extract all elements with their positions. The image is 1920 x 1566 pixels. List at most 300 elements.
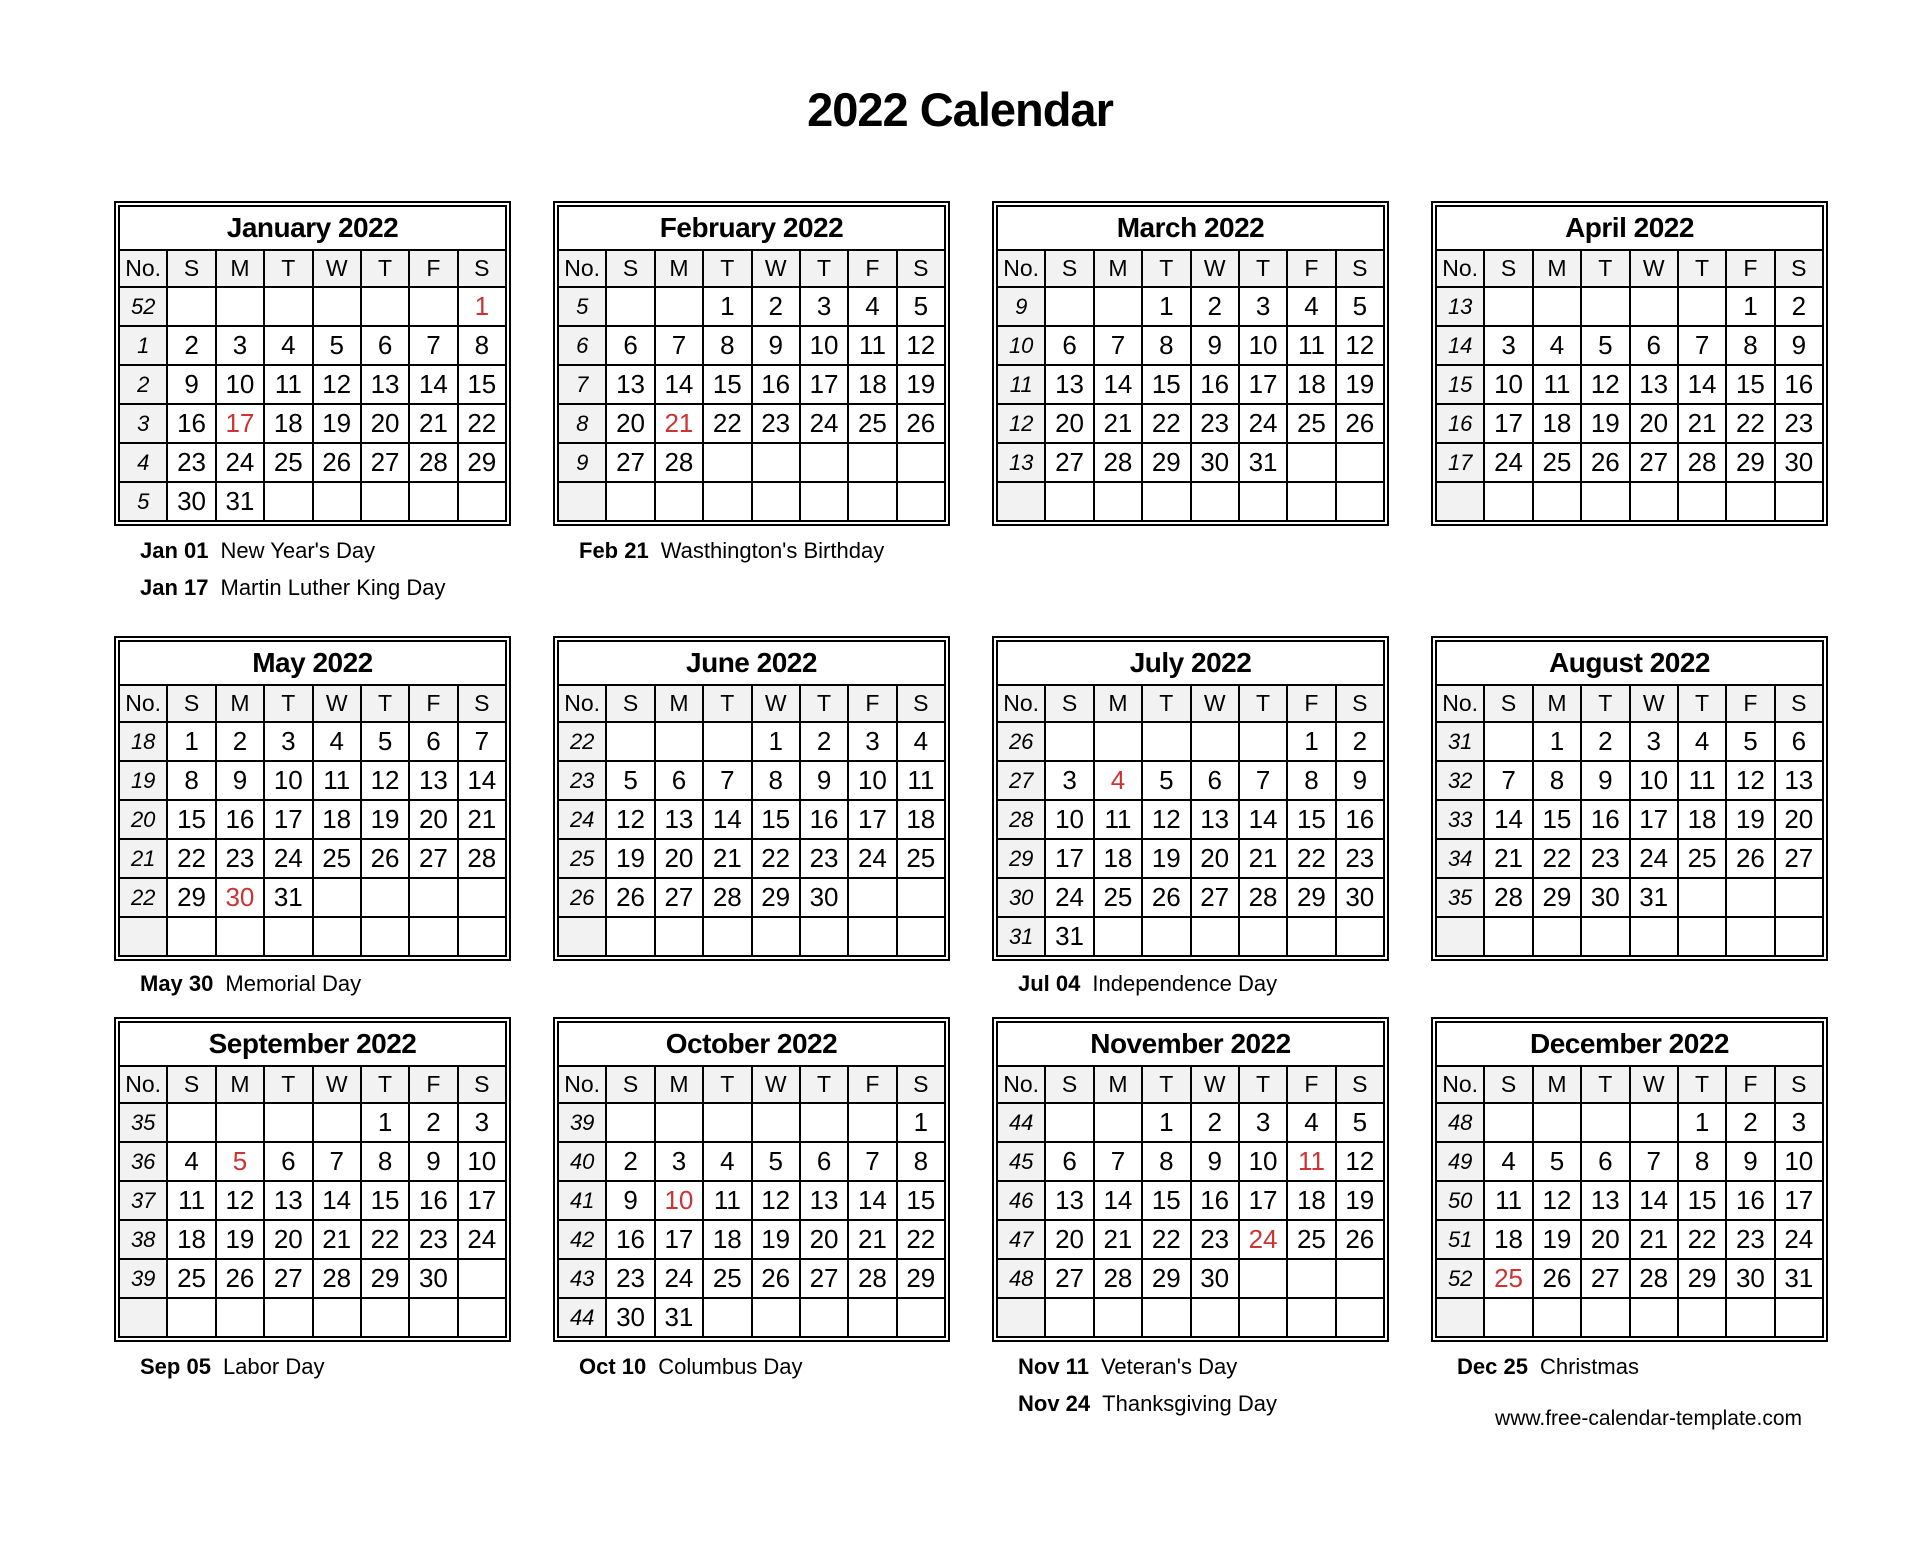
week-number: 5 (558, 287, 606, 326)
day-cell: 20 (1191, 839, 1239, 878)
day-cell (409, 482, 457, 521)
week-number: 22 (558, 722, 606, 761)
day-cell: 22 (1142, 404, 1190, 443)
weekday-header: S (1484, 1066, 1532, 1103)
day-cell (313, 878, 361, 917)
holiday-date: Nov 24 (1018, 1391, 1091, 1416)
day-cell: 5 (606, 761, 654, 800)
holiday-name: Christmas (1539, 1354, 1639, 1379)
day-cell: 1 (1287, 722, 1335, 761)
weekday-header: S (606, 1066, 654, 1103)
day-cell: 10 (264, 761, 312, 800)
weekday-header: T (1581, 685, 1629, 722)
day-cell: 1 (1142, 287, 1190, 326)
day-cell: 23 (1726, 1220, 1774, 1259)
day-cell: 30 (606, 1298, 654, 1337)
day-cell: 29 (1533, 878, 1581, 917)
day-cell: 30 (1726, 1259, 1774, 1298)
day-cell: 4 (1287, 1103, 1335, 1142)
day-cell: 5 (1581, 326, 1629, 365)
day-cell: 12 (216, 1181, 264, 1220)
day-cell: 9 (606, 1181, 654, 1220)
day-cell (361, 287, 409, 326)
day-cell: 23 (800, 839, 848, 878)
weekday-header: S (1484, 250, 1532, 287)
week-number (997, 1298, 1045, 1337)
day-cell: 5 (1726, 722, 1774, 761)
weekday-header: W (1191, 1066, 1239, 1103)
holiday-date: May 30 (140, 971, 214, 996)
day-cell: 20 (1045, 404, 1093, 443)
day-cell (1094, 917, 1142, 956)
day-cell: 26 (361, 839, 409, 878)
day-cell: 21 (1094, 404, 1142, 443)
week-number (558, 917, 606, 956)
day-cell: 6 (606, 326, 654, 365)
day-cell (409, 287, 457, 326)
day-cell: 24 (1630, 839, 1678, 878)
day-cell: 26 (313, 443, 361, 482)
day-cell: 27 (655, 878, 703, 917)
week-number: 48 (1436, 1103, 1484, 1142)
day-cell: 10 (458, 1142, 506, 1181)
day-cell: 27 (1045, 443, 1093, 482)
day-cell: 28 (1094, 1259, 1142, 1298)
day-cell: 15 (167, 800, 215, 839)
day-cell: 13 (361, 365, 409, 404)
holiday-name: Labor Day (222, 1354, 325, 1379)
weekday-header: M (1533, 250, 1581, 287)
day-cell: 9 (1581, 761, 1629, 800)
day-cell (897, 443, 945, 482)
day-cell: 18 (1678, 800, 1726, 839)
day-cell (1726, 878, 1774, 917)
month-row-3 (114, 1017, 1828, 1342)
weekday-header: T (361, 1066, 409, 1103)
month-card-october (553, 1017, 950, 1342)
month-table-march (996, 205, 1385, 522)
week-number: 2 (119, 365, 167, 404)
day-cell (1678, 482, 1726, 521)
day-cell: 24 (1775, 1220, 1823, 1259)
day-cell (1630, 1103, 1678, 1142)
weekday-header: W (752, 250, 800, 287)
day-cell: 3 (1775, 1103, 1823, 1142)
day-cell (409, 878, 457, 917)
day-cell: 12 (897, 326, 945, 365)
weekday-header: S (1775, 1066, 1823, 1103)
day-cell: 23 (1191, 1220, 1239, 1259)
day-cell: 25 (313, 839, 361, 878)
month-table-may (118, 640, 507, 957)
holiday-day-cell: 17 (216, 404, 264, 443)
day-cell: 23 (1581, 839, 1629, 878)
weekday-header: F (409, 1066, 457, 1103)
month-title: December 2022 (1436, 1022, 1823, 1066)
day-cell (458, 878, 506, 917)
day-cell: 17 (800, 365, 848, 404)
day-cell: 28 (458, 839, 506, 878)
weekday-header: W (1630, 250, 1678, 287)
day-cell: 6 (409, 722, 457, 761)
day-cell (1287, 917, 1335, 956)
day-cell: 14 (703, 800, 751, 839)
day-cell: 5 (1142, 761, 1190, 800)
week-number: 26 (997, 722, 1045, 761)
weekday-header: T (1142, 1066, 1190, 1103)
day-cell: 5 (361, 722, 409, 761)
week-number: 8 (558, 404, 606, 443)
weekday-header: T (1581, 250, 1629, 287)
weekday-header: F (1287, 685, 1335, 722)
day-cell: 17 (1775, 1181, 1823, 1220)
holiday-notes-november (992, 1348, 1389, 1422)
day-cell (1045, 1103, 1093, 1142)
day-cell (752, 917, 800, 956)
day-cell (1142, 1298, 1190, 1337)
day-cell: 8 (1287, 761, 1335, 800)
day-cell: 19 (897, 365, 945, 404)
day-cell (458, 482, 506, 521)
holiday-date: Oct 10 (579, 1354, 647, 1379)
day-cell (848, 482, 896, 521)
day-cell: 24 (1239, 404, 1287, 443)
day-cell: 10 (1484, 365, 1532, 404)
day-cell: 30 (1581, 878, 1629, 917)
week-number: 5 (119, 482, 167, 521)
weekday-header: S (897, 1066, 945, 1103)
day-cell (264, 482, 312, 521)
day-cell: 29 (361, 1259, 409, 1298)
weekday-header: S (1045, 1066, 1093, 1103)
holiday-date: Dec 25 (1457, 1354, 1528, 1379)
day-cell: 16 (1336, 800, 1384, 839)
day-cell: 16 (800, 800, 848, 839)
day-cell (703, 1298, 751, 1337)
holiday-day-cell: 11 (1287, 1142, 1335, 1181)
holiday-notes-october (553, 1348, 950, 1385)
day-cell: 3 (800, 287, 848, 326)
day-cell: 1 (752, 722, 800, 761)
day-cell: 2 (800, 722, 848, 761)
day-cell: 12 (1581, 365, 1629, 404)
day-cell: 24 (264, 839, 312, 878)
weekday-header: F (1287, 250, 1335, 287)
day-cell: 11 (1533, 365, 1581, 404)
month-table-april (1435, 205, 1824, 522)
day-cell: 17 (1239, 365, 1287, 404)
week-number: 52 (1436, 1259, 1484, 1298)
day-cell: 9 (1336, 761, 1384, 800)
day-cell (800, 443, 848, 482)
month-title: January 2022 (119, 206, 506, 250)
day-cell: 27 (1045, 1259, 1093, 1298)
day-cell (1336, 1298, 1384, 1337)
week-number: 47 (997, 1220, 1045, 1259)
holiday-note (114, 569, 511, 606)
day-cell: 3 (264, 722, 312, 761)
holiday-note (114, 1348, 511, 1385)
day-cell: 7 (1484, 761, 1532, 800)
weekday-header: W (1191, 685, 1239, 722)
day-cell (1336, 443, 1384, 482)
day-cell: 10 (216, 365, 264, 404)
holiday-day-cell: 5 (216, 1142, 264, 1181)
day-cell: 1 (897, 1103, 945, 1142)
holiday-name: Thanksgiving Day (1102, 1391, 1278, 1416)
day-cell (1336, 917, 1384, 956)
day-cell: 30 (1336, 878, 1384, 917)
weekday-header: T (1581, 1066, 1629, 1103)
day-cell: 12 (1336, 326, 1384, 365)
holiday-name: Memorial Day (225, 971, 362, 996)
day-cell (752, 1103, 800, 1142)
day-cell: 12 (606, 800, 654, 839)
day-cell: 1 (167, 722, 215, 761)
day-cell: 8 (703, 326, 751, 365)
month-card-july (992, 636, 1389, 961)
week-number-header: No. (119, 685, 167, 722)
day-cell (361, 917, 409, 956)
day-cell (606, 1103, 654, 1142)
day-cell: 7 (458, 722, 506, 761)
day-cell: 11 (1287, 326, 1335, 365)
weekday-header: F (848, 250, 896, 287)
month-card-february (553, 201, 950, 526)
day-cell (606, 722, 654, 761)
day-cell: 15 (1533, 800, 1581, 839)
day-cell: 15 (1726, 365, 1774, 404)
day-cell (1045, 1298, 1093, 1337)
day-cell: 11 (703, 1181, 751, 1220)
weekday-header: T (1678, 685, 1726, 722)
day-cell (313, 1298, 361, 1337)
month-title: October 2022 (558, 1022, 945, 1066)
day-cell: 9 (167, 365, 215, 404)
day-cell: 4 (264, 326, 312, 365)
day-cell (1142, 917, 1190, 956)
day-cell: 3 (458, 1103, 506, 1142)
holiday-note (1431, 1348, 1828, 1385)
day-cell: 29 (1678, 1259, 1726, 1298)
day-cell: 27 (361, 443, 409, 482)
day-cell: 22 (361, 1220, 409, 1259)
day-cell (264, 1298, 312, 1337)
day-cell: 29 (1726, 443, 1774, 482)
day-cell: 14 (1094, 1181, 1142, 1220)
day-cell: 21 (848, 1220, 896, 1259)
weekday-header: S (458, 685, 506, 722)
day-cell: 2 (216, 722, 264, 761)
holiday-note (114, 532, 511, 569)
weekday-header: S (167, 1066, 215, 1103)
day-cell: 16 (1581, 800, 1629, 839)
month-card-june (553, 636, 950, 961)
day-cell: 8 (167, 761, 215, 800)
day-cell: 16 (1191, 1181, 1239, 1220)
day-cell: 7 (655, 326, 703, 365)
week-number-header: No. (997, 685, 1045, 722)
day-cell: 16 (1726, 1181, 1774, 1220)
weekday-header: T (264, 685, 312, 722)
day-cell: 20 (361, 404, 409, 443)
weekday-header: T (264, 1066, 312, 1103)
day-cell (361, 1298, 409, 1337)
day-cell: 18 (1484, 1220, 1532, 1259)
weekday-header: M (216, 250, 264, 287)
day-cell: 5 (897, 287, 945, 326)
day-cell: 11 (848, 326, 896, 365)
holiday-notes-december (1431, 1348, 1828, 1431)
day-cell: 14 (409, 365, 457, 404)
day-cell (1581, 287, 1629, 326)
day-cell (655, 917, 703, 956)
month-table-september (118, 1021, 507, 1338)
day-cell: 1 (703, 287, 751, 326)
day-cell: 8 (1142, 326, 1190, 365)
weekday-header: S (1484, 685, 1532, 722)
day-cell: 20 (1581, 1220, 1629, 1259)
month-row-2 (114, 636, 1828, 961)
weekday-header: W (1191, 250, 1239, 287)
day-cell: 22 (1678, 1220, 1726, 1259)
day-cell: 16 (167, 404, 215, 443)
day-cell (897, 878, 945, 917)
week-number: 7 (558, 365, 606, 404)
day-cell (1239, 482, 1287, 521)
day-cell: 27 (1630, 443, 1678, 482)
day-cell (313, 482, 361, 521)
week-number: 14 (1436, 326, 1484, 365)
day-cell: 26 (752, 1259, 800, 1298)
day-cell: 2 (1775, 287, 1823, 326)
day-cell: 8 (458, 326, 506, 365)
day-cell: 12 (1533, 1181, 1581, 1220)
day-cell: 14 (1630, 1181, 1678, 1220)
day-cell: 24 (1484, 443, 1532, 482)
day-cell: 4 (1484, 1142, 1532, 1181)
day-cell (361, 482, 409, 521)
week-number: 1 (119, 326, 167, 365)
day-cell (752, 443, 800, 482)
day-cell: 28 (1094, 443, 1142, 482)
holiday-name: Independence Day (1092, 971, 1278, 996)
weekday-header: S (1045, 685, 1093, 722)
month-title: June 2022 (558, 641, 945, 685)
day-cell (313, 917, 361, 956)
weekday-header: T (703, 1066, 751, 1103)
month-card-august (1431, 636, 1828, 961)
holiday-day-cell: 30 (216, 878, 264, 917)
day-cell (848, 917, 896, 956)
day-cell: 10 (1775, 1142, 1823, 1181)
day-cell: 21 (458, 800, 506, 839)
day-cell: 6 (361, 326, 409, 365)
day-cell: 26 (216, 1259, 264, 1298)
day-cell (1045, 287, 1093, 326)
day-cell: 25 (1533, 443, 1581, 482)
day-cell: 29 (167, 878, 215, 917)
day-cell: 7 (409, 326, 457, 365)
weekday-header: M (216, 1066, 264, 1103)
weekday-header: T (800, 250, 848, 287)
weekday-header: T (361, 250, 409, 287)
day-cell: 3 (655, 1142, 703, 1181)
holiday-notes-july (992, 965, 1389, 1002)
day-cell (1775, 878, 1823, 917)
day-cell: 8 (361, 1142, 409, 1181)
holiday-note (114, 965, 511, 1002)
weekday-header: T (264, 250, 312, 287)
day-cell: 1 (1678, 1103, 1726, 1142)
day-cell (655, 722, 703, 761)
day-cell: 21 (1678, 404, 1726, 443)
day-cell (1239, 1298, 1287, 1337)
day-cell (848, 1298, 896, 1337)
weekday-header: W (752, 1066, 800, 1103)
day-cell (1581, 917, 1629, 956)
weekday-header: W (752, 685, 800, 722)
weekday-header: M (1094, 250, 1142, 287)
weekday-header: M (1094, 685, 1142, 722)
day-cell: 9 (752, 326, 800, 365)
day-cell: 10 (1630, 761, 1678, 800)
day-cell: 26 (1142, 878, 1190, 917)
day-cell: 18 (703, 1220, 751, 1259)
week-number: 22 (119, 878, 167, 917)
weekday-header: T (361, 685, 409, 722)
day-cell: 19 (606, 839, 654, 878)
day-cell: 6 (1191, 761, 1239, 800)
day-cell: 29 (897, 1259, 945, 1298)
day-cell: 9 (1775, 326, 1823, 365)
day-cell: 7 (1094, 1142, 1142, 1181)
month-title: September 2022 (119, 1022, 506, 1066)
day-cell: 13 (1045, 365, 1093, 404)
day-cell: 22 (752, 839, 800, 878)
day-cell: 6 (1775, 722, 1823, 761)
day-cell: 24 (655, 1259, 703, 1298)
week-number: 40 (558, 1142, 606, 1181)
day-cell: 2 (606, 1142, 654, 1181)
day-cell (1191, 1298, 1239, 1337)
month-table-january (118, 205, 507, 522)
month-row-1 (114, 201, 1828, 526)
day-cell: 16 (752, 365, 800, 404)
day-cell: 26 (897, 404, 945, 443)
day-cell (1287, 1259, 1335, 1298)
week-number: 44 (997, 1103, 1045, 1142)
month-table-october (557, 1021, 946, 1338)
week-number-header: No. (997, 250, 1045, 287)
website-url: www.free-calendar-template.com (1495, 1407, 1802, 1430)
day-cell (167, 287, 215, 326)
day-cell: 26 (1726, 839, 1774, 878)
day-cell: 21 (313, 1220, 361, 1259)
month-title: November 2022 (997, 1022, 1384, 1066)
week-number: 31 (1436, 722, 1484, 761)
day-cell: 17 (458, 1181, 506, 1220)
calendar-grid (114, 201, 1828, 1431)
day-cell: 25 (1287, 1220, 1335, 1259)
day-cell (1533, 287, 1581, 326)
weekday-header: T (703, 250, 751, 287)
day-cell: 24 (458, 1220, 506, 1259)
day-cell (1045, 722, 1093, 761)
day-cell (458, 1298, 506, 1337)
day-cell (1191, 722, 1239, 761)
day-cell: 3 (1045, 761, 1093, 800)
